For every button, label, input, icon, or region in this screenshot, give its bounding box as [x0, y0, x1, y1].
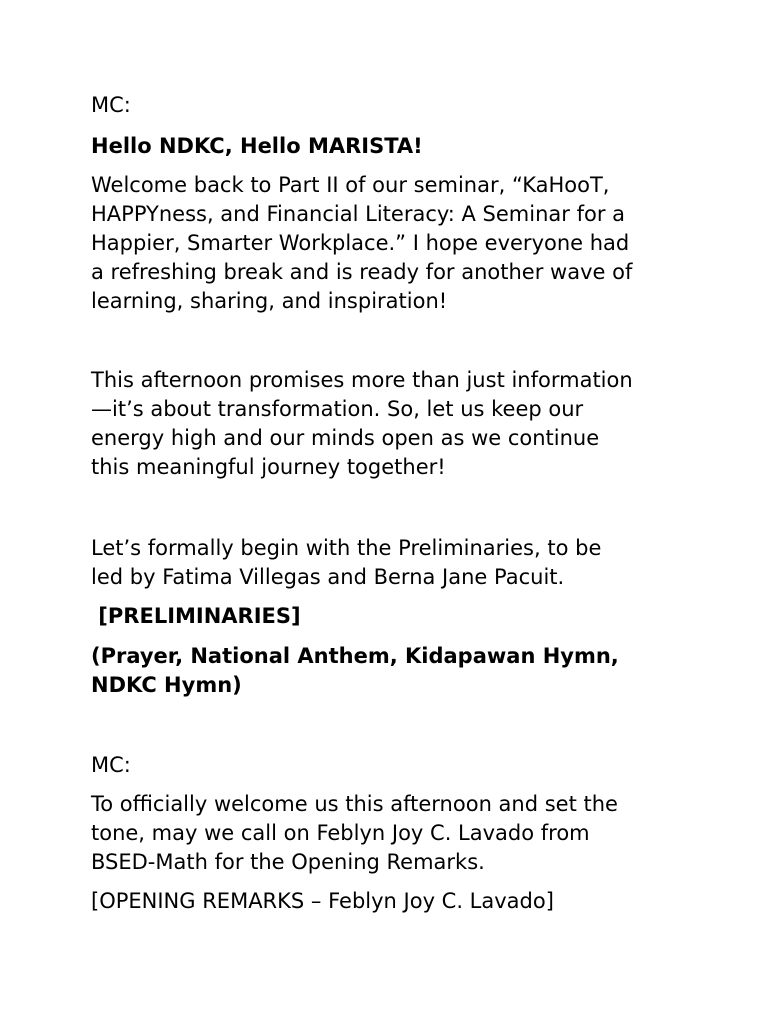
afternoon-line: —it’s about transformation. So, let us keep our	[91, 397, 584, 421]
preliminaries-line: (Prayer, National Anthem, Kidapawan Hymn,	[91, 644, 619, 668]
welcome-line: learning, sharing, and inspiration!	[91, 289, 448, 313]
preliminaries-heading: [PRELIMINARIES]	[91, 604, 301, 628]
afternoon-line: this meaningful journey together!	[91, 455, 446, 479]
begin-line: led by Fatima Villegas and Berna Jane Pacuit.	[91, 565, 565, 589]
greeting-heading: Hello NDKC, Hello MARISTA!	[91, 134, 423, 158]
welcome-line: a refreshing break and is ready for another wave of	[91, 260, 633, 284]
begin-line: Let’s formally begin with the Preliminaries, to be	[91, 536, 602, 560]
afternoon-line: This afternoon promises more than just information	[91, 368, 633, 392]
official-line: BSED-Math for the Opening Remarks.	[91, 850, 485, 874]
official-line: tone, may we call on Feblyn Joy C. Lavado from	[91, 821, 590, 845]
welcome-line: HAPPYness, and Financial Literacy: A Seminar for a	[91, 202, 626, 226]
mc-label: MC:	[91, 93, 131, 117]
welcome-line: Happier, Smarter Workplace.” I hope everyone had	[91, 231, 630, 255]
welcome-line: Welcome back to Part II of our seminar, “KaHooT,	[91, 173, 610, 197]
mc-label: MC:	[91, 753, 131, 777]
preliminaries-line: NDKC Hymn)	[91, 673, 242, 697]
afternoon-line: energy high and our minds open as we continue	[91, 426, 600, 450]
opening-remarks-note: [OPENING REMARKS – Feblyn Joy C. Lavado]	[91, 889, 554, 913]
official-line: To officially welcome us this afternoon and set the	[91, 792, 618, 816]
